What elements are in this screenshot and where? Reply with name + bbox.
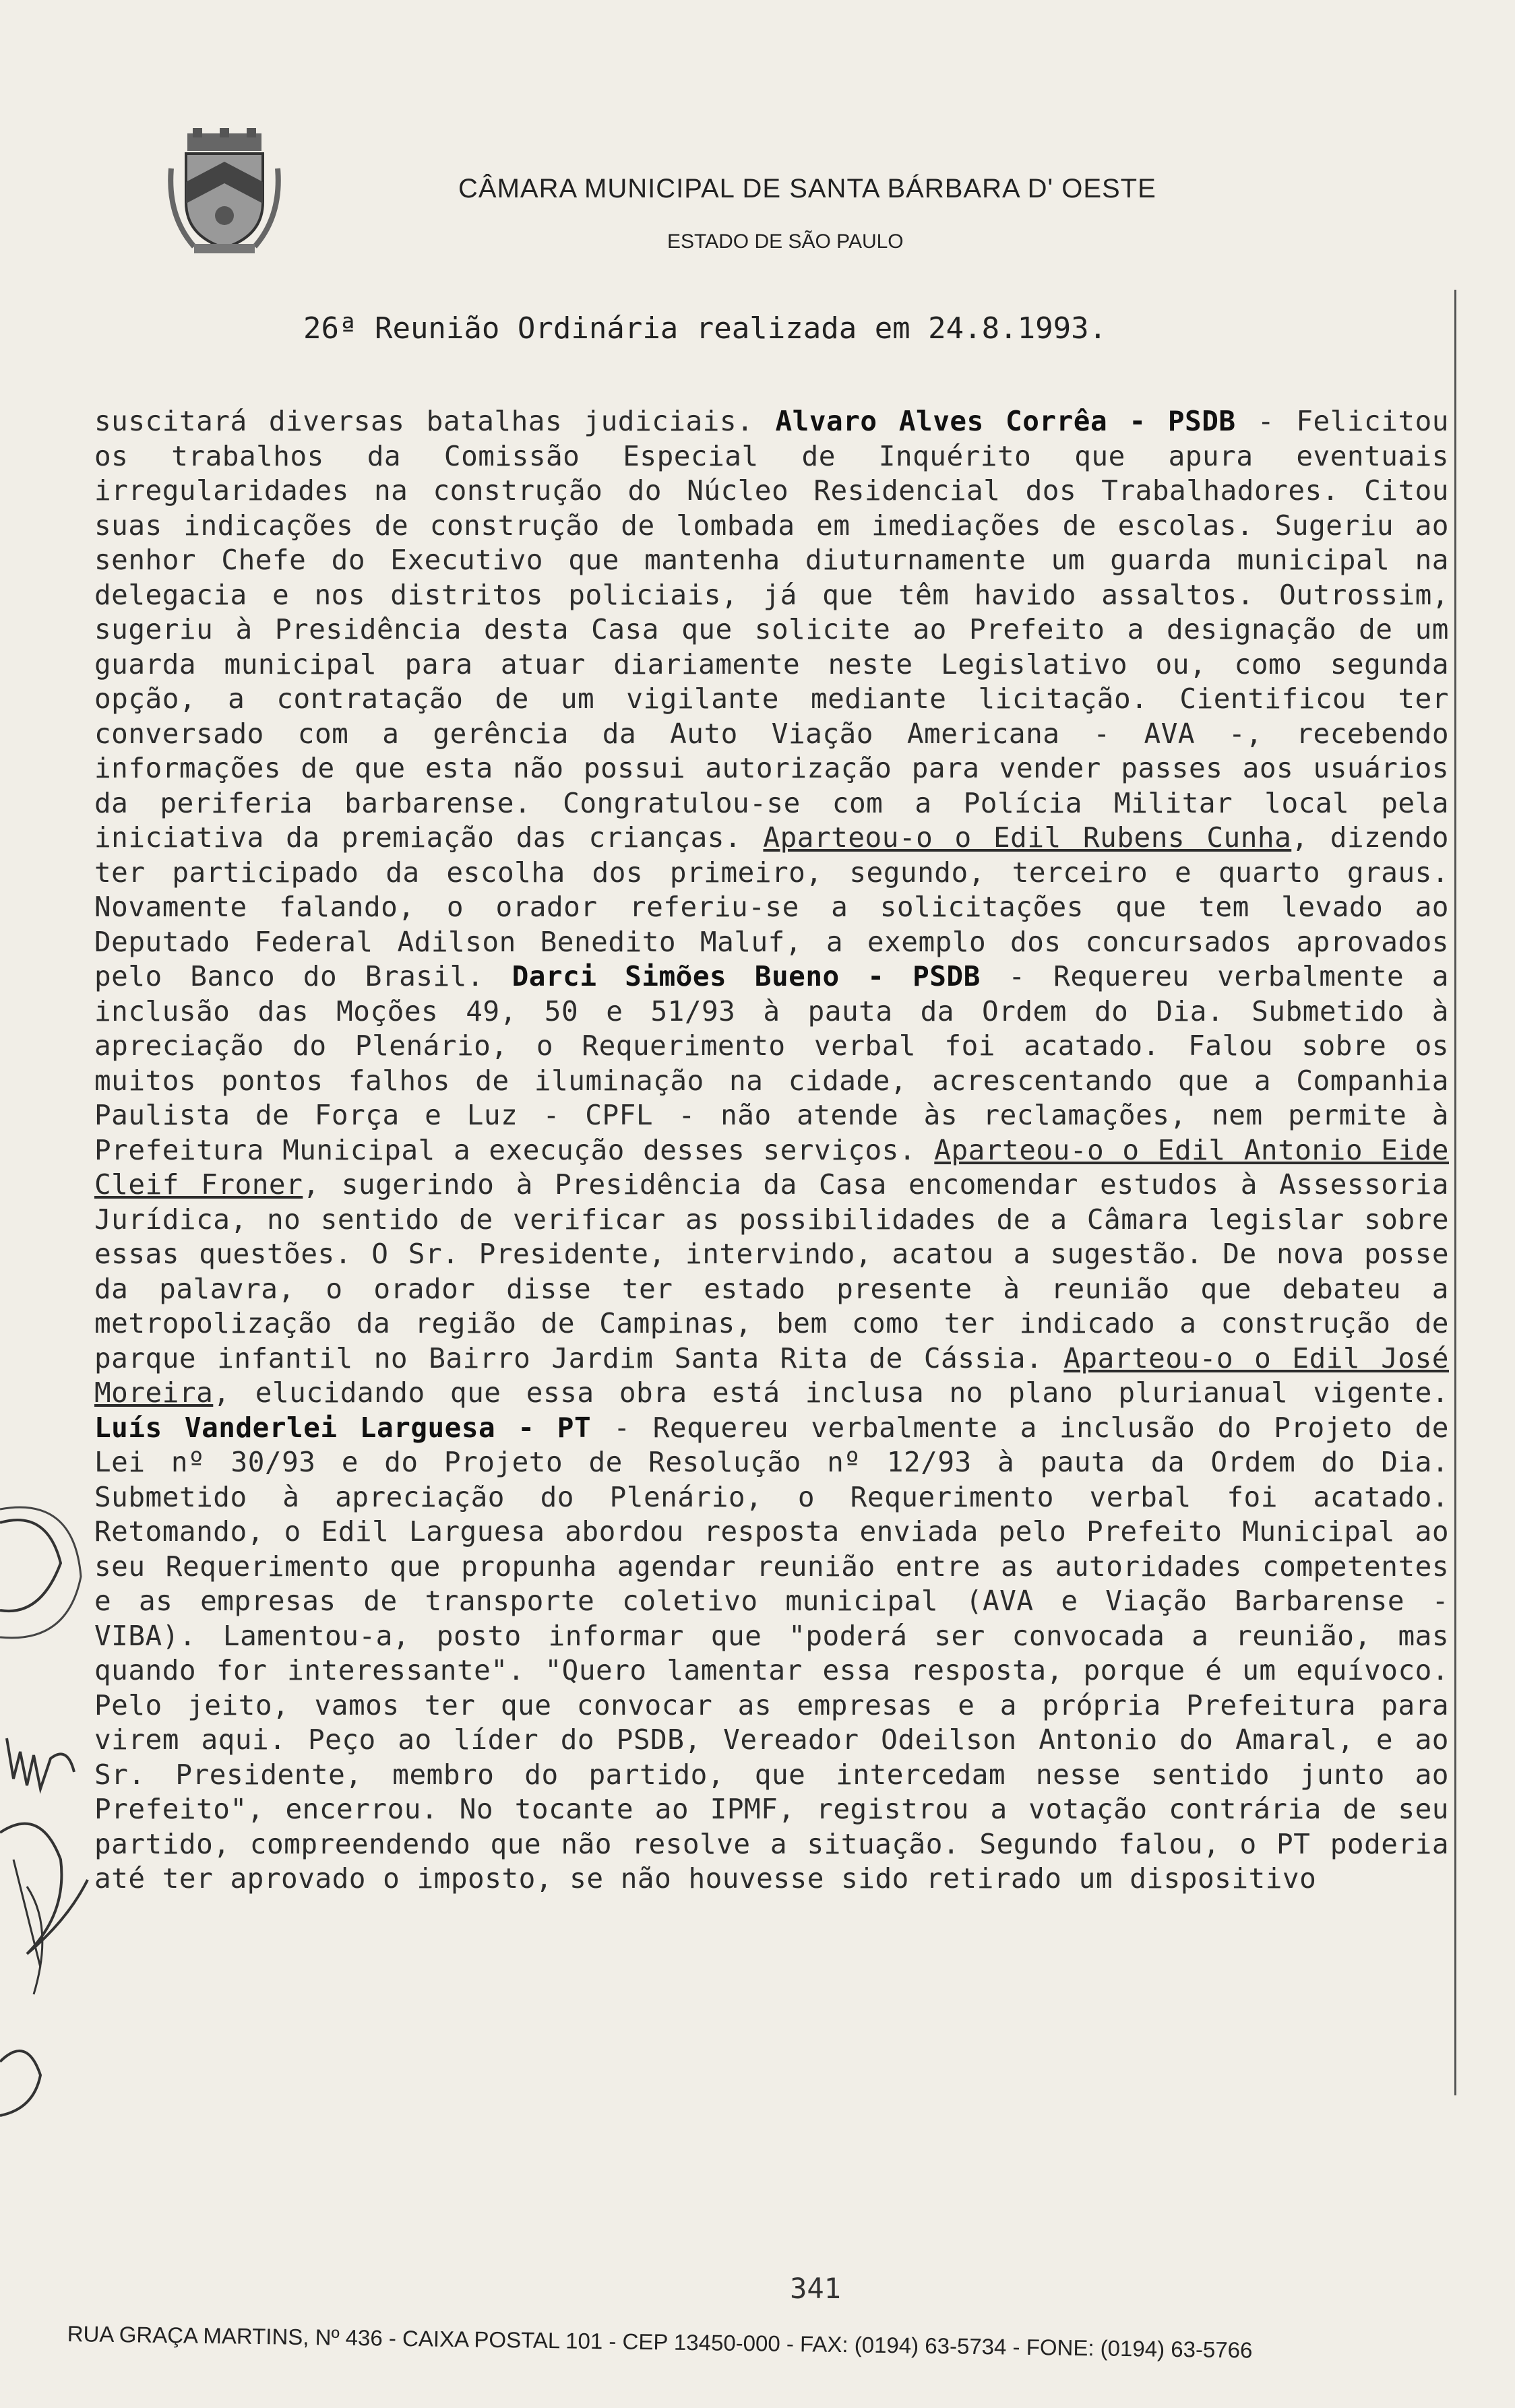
text-segment: suscitará diversas batalhas judiciais. <box>94 405 776 437</box>
text-segment: , elucidando que essa obra está inclusa no plano plurianual vigente. <box>213 1376 1449 1409</box>
footer-address: RUA GRAÇA MARTINS, Nº 436 - CAIXA POSTAL 101 - CEP 13450-000 - FAX: (0194) 63-5734 - FONE: (0194) 63-5766 <box>67 2321 1253 2363</box>
institution-name: CÂMARA MUNICIPAL DE SANTA BÁRBARA D' OESTE <box>458 174 1156 203</box>
page-number: 341 <box>790 2272 841 2305</box>
text-segment: - Felicitou os trabalhos da Comissão Especial de Inquérito que apura eventuais irregularidades na construção do Núcleo Residencial dos Trabalhadores. Citou suas indicações de construção de lombada em imediações de escolas. Sugeriu ao senhor Chefe do Executivo que mantenha diuturnamente um guarda municipal na delegacia e nos distritos policiais, já que têm havido assaltos. Outrossim, sugeriu à Presidência desta Casa que solicite ao Prefeito a designação de um guarda municipal para atuar diariamente neste Legislativo ou, como segunda opção, a contratação de um vigilante mediante licitação. Cientificou ter conversado com a gerência da Auto Viação Americana - AVA -, recebendo informações de que esta não possui autorização para vender passes aos usuários da periferia barbarense. Congratulou-se com a Polícia Militar local pela iniciativa da premiação das crianças. <box>94 405 1449 854</box>
aparte-note: Aparteou-o o Edil José Moreira <box>94 1341 1449 1409</box>
speaker-name: Darci Simões Bueno - PSDB <box>512 960 981 992</box>
aparte-note: Aparteou-o o Edil Antonio Eide Cleif Froner <box>94 1133 1449 1201</box>
text-segment: - Requereu verbalmente a inclusão do Projeto de Lei nº 30/93 e do Projeto de Resolução nº 12/93 à pauta da Ordem do Dia. Submetido à apreciação do Plenário, o Requerimento verbal foi acatado. Retomando, o Edil Larguesa abordou resposta enviada pelo Prefeito Municipal ao seu Requerimento que propunha agendar reunião entre as autoridades competentes e as empresas de transporte coletivo municipal (AVA e Viação Barbarense - VIBA). Lamentou-a, posto informar que "poderá ser convocada a reunião, mas quando for interessante". "Quero lamentar essa resposta, porque é um equívoco. Pelo jeito, vamos ter que convocar as empresas e a própria Prefeitura para virem aqui. Peço ao líder do PSDB, Vereador Odeilson Antonio do Amaral, e ao Sr. Presidente, membro do partido, que intercedam nesse sentido junto ao Prefeito", encerrou. No tocante ao IPMF, registrou a votação contrária de seu partido, compreendendo que não resolve a situação. Segundo falou, o PT poderia até ter aprovado o imposto, se não houvesse sido retirado um dispositivo <box>94 1411 1449 1895</box>
aparte-note: Aparteou-o o Edil Rubens Cunha <box>763 821 1292 854</box>
margin-rule <box>1454 290 1456 2095</box>
handwritten-signature-marks <box>0 1482 101 2169</box>
minutes-text <box>94 404 1449 1897</box>
text-segment: , dizendo ter participado da escolha dos primeiro, segundo, terceiro e quarto graus. Novamente falando, o orador referiu-se a solicitações que tem levado ao Deputado Federal Adilson Benedito Maluf, a exemplo dos concursados aprovados pelo Banco do Brasil. <box>94 821 1449 992</box>
text-segment: - Requereu verbalmente a inclusão das Moções 49, 50 e 51/93 à pauta da Ordem do Dia. Submetido à apreciação do Plenário, o Requerimento verbal foi acatado. Falou sobre os muitos pontos falhos de iluminação na cidade, acrescentando que a Companhia Paulista de Força e Luz - CPFL - não atende às reclamações, nem permite à Prefeitura Municipal a execução desses serviços. <box>94 960 1449 1166</box>
meeting-title: 26ª Reunião Ordinária realizada em 24.8.1993. <box>303 311 1107 346</box>
municipal-coat-of-arms <box>167 128 282 256</box>
state-name: ESTADO DE SÃO PAULO <box>667 230 904 253</box>
text-segment: , sugerindo à Presidência da Casa encomendar estudos à Assessoria Jurídica, no sentido de verificar as possibilidades de a Câmara legislar sobre essas questões. O Sr. Presidente, intervindo, acatou a sugestão. De nova posse da palavra, o orador disse ter estado presente à reunião que debateu a metropolização da região de Campinas, bem como ter indicado a construção de parque infantil no Bairro Jardim Santa Rita de Cássia. <box>94 1168 1449 1374</box>
speaker-name: Luís Vanderlei Larguesa - PT <box>94 1411 592 1444</box>
minutes-paragraph <box>94 404 1449 1897</box>
speaker-name: Alvaro Alves Corrêa - PSDB <box>775 405 1236 437</box>
